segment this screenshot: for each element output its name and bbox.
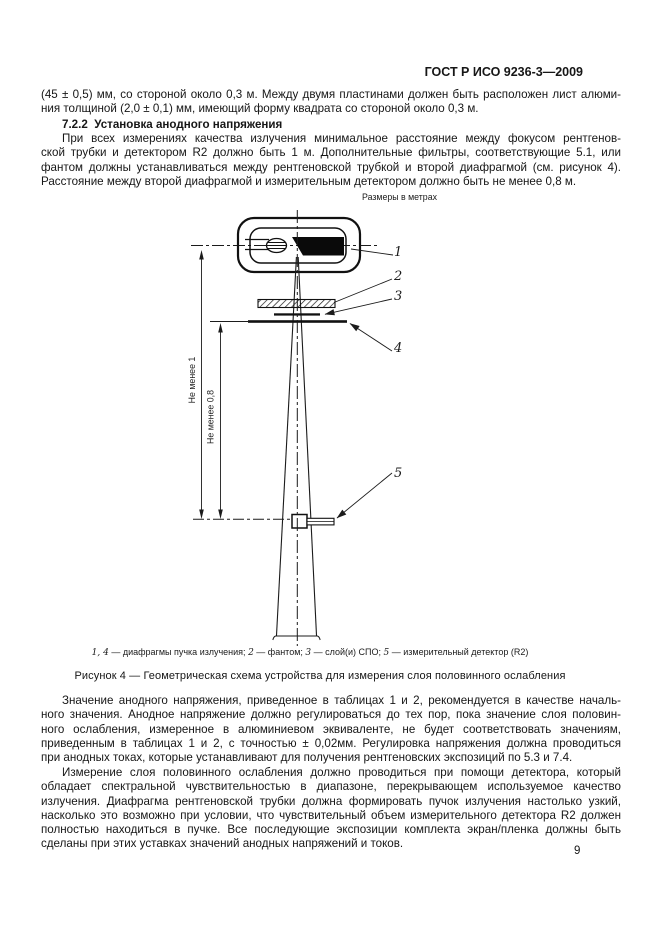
figure-caption: Рисунок 4 — Геометрическая схема устройства для измерения слоя половинного ослабления bbox=[74, 670, 566, 682]
callout-4: 4 bbox=[394, 341, 403, 356]
phantom-bar bbox=[258, 300, 335, 308]
text-line: при анодных токах, которые устанавливают для получения рентгеновских экспозиций по 5.3 и 7.4. bbox=[41, 751, 573, 765]
document-header: ГОСТ Р ИСО 9236-3—2009 bbox=[424, 65, 583, 79]
text-line: приведенным в таблицах 1 и 2, с точностью ± 0,02мм. Регулировка напряжения должна проводиться bbox=[41, 736, 621, 750]
text-line: насколько это возможно при условии, что чувствительный объем измерительного детектора R2 должен bbox=[41, 808, 621, 822]
dim-arrow-up bbox=[199, 250, 204, 260]
page-number: 9 bbox=[574, 845, 581, 857]
text-line: сделаны при этих уставках значений анодных напряжений и токов. bbox=[41, 837, 404, 851]
callout-3: 3 bbox=[394, 289, 403, 304]
beam-bottom-line bbox=[273, 636, 320, 640]
detector-body bbox=[292, 515, 307, 529]
leader-1 bbox=[351, 249, 393, 255]
text-line: ния толщиной (2,0 ± 0,1) мм, имеющий форму квадрата со стороной около 0,3 м. bbox=[41, 102, 479, 116]
text-line: ного значения. Анодное напряжение должно регулироваться до тех пор, пока значение слоя половин- bbox=[41, 708, 621, 722]
legend-segment: — измерительный детектор (R2) bbox=[389, 647, 529, 657]
legend-segment: — слой(и) СПО; bbox=[311, 647, 384, 657]
text-line: Измерение слоя половинного ослабления должно проводиться при помощи детектора, который bbox=[62, 766, 621, 779]
dim-label-08m: Не менее 0,8 bbox=[205, 390, 216, 444]
dim-label-1m: Не менее 1 bbox=[187, 356, 197, 404]
text-line: полностью находиться в пучке. Все последующие экспозиции комплекта экран/пленка должны быть bbox=[41, 823, 621, 837]
anode-target bbox=[292, 237, 344, 256]
leader-4 bbox=[350, 324, 392, 352]
dim-arrow-up bbox=[218, 323, 223, 333]
paragraph-anode-voltage bbox=[41, 694, 621, 765]
text-line: Расстояние между второй диафрагмой и измерительным детектором должно быть не менее 0,8 м. bbox=[41, 174, 577, 188]
text-line: (45 ± 0,5) мм, со стороной около 0,3 м. Между двумя пластинами должен быть расположен лист алюми- bbox=[41, 88, 621, 101]
callout-1: 1 bbox=[394, 245, 403, 260]
legend-segment: — фантом; bbox=[253, 647, 306, 657]
text-line: фантом должны устанавливаться между рентгеновской трубкой и второй диафрагмой (см. рисунок 4). bbox=[41, 160, 621, 174]
text-line: излучения. Диафрагма рентгеновской трубки должна формировать пучок излучения настолько узкий, bbox=[41, 794, 621, 808]
leader-5 bbox=[337, 473, 392, 518]
callout-2: 2 bbox=[394, 269, 403, 284]
units-note: Размеры в метрах bbox=[362, 192, 437, 202]
legend-segment: 2 bbox=[248, 648, 254, 658]
measuring-detector bbox=[292, 515, 334, 529]
legend-segment: 3 bbox=[305, 648, 312, 658]
legend-segment: — диафрагмы пучка излучения; bbox=[108, 647, 249, 657]
text-line: Значение анодного напряжения, приведенное в таблицах 1 и 2, рекомендуется в качестве началь- bbox=[62, 694, 621, 707]
leader-2 bbox=[334, 279, 392, 303]
dimension-08m bbox=[206, 323, 223, 519]
text-line: обладает спектральной чувствительностью в диапазоне, перекрывающем используемое качество bbox=[41, 780, 621, 794]
dim-arrow-down bbox=[199, 510, 204, 520]
legend-segment: 5 bbox=[383, 648, 390, 658]
callout-5: 5 bbox=[394, 466, 403, 481]
dim-arrow-down bbox=[218, 510, 223, 520]
text-line: ного ослабления, измеренное в алюминиевом эквиваленте, не будет соответствовать значениям, bbox=[41, 722, 621, 736]
paragraph-hvl-measurement bbox=[41, 766, 621, 852]
section-heading-7-2-2: 7.2.2 Установка анодного напряжения bbox=[62, 118, 283, 131]
text-line: ской трубки и детектором R2 должно быть 1 м. Дополнительные фильтры, соответствующие 5.1, или bbox=[41, 146, 621, 160]
dimension-1m bbox=[187, 250, 204, 519]
legend-segment: 1, 4 bbox=[91, 648, 109, 658]
text-line: При всех измерениях качества излучения минимальное расстояние между фокусом рентгенов- bbox=[62, 132, 621, 145]
figure-legend bbox=[0, 647, 620, 659]
